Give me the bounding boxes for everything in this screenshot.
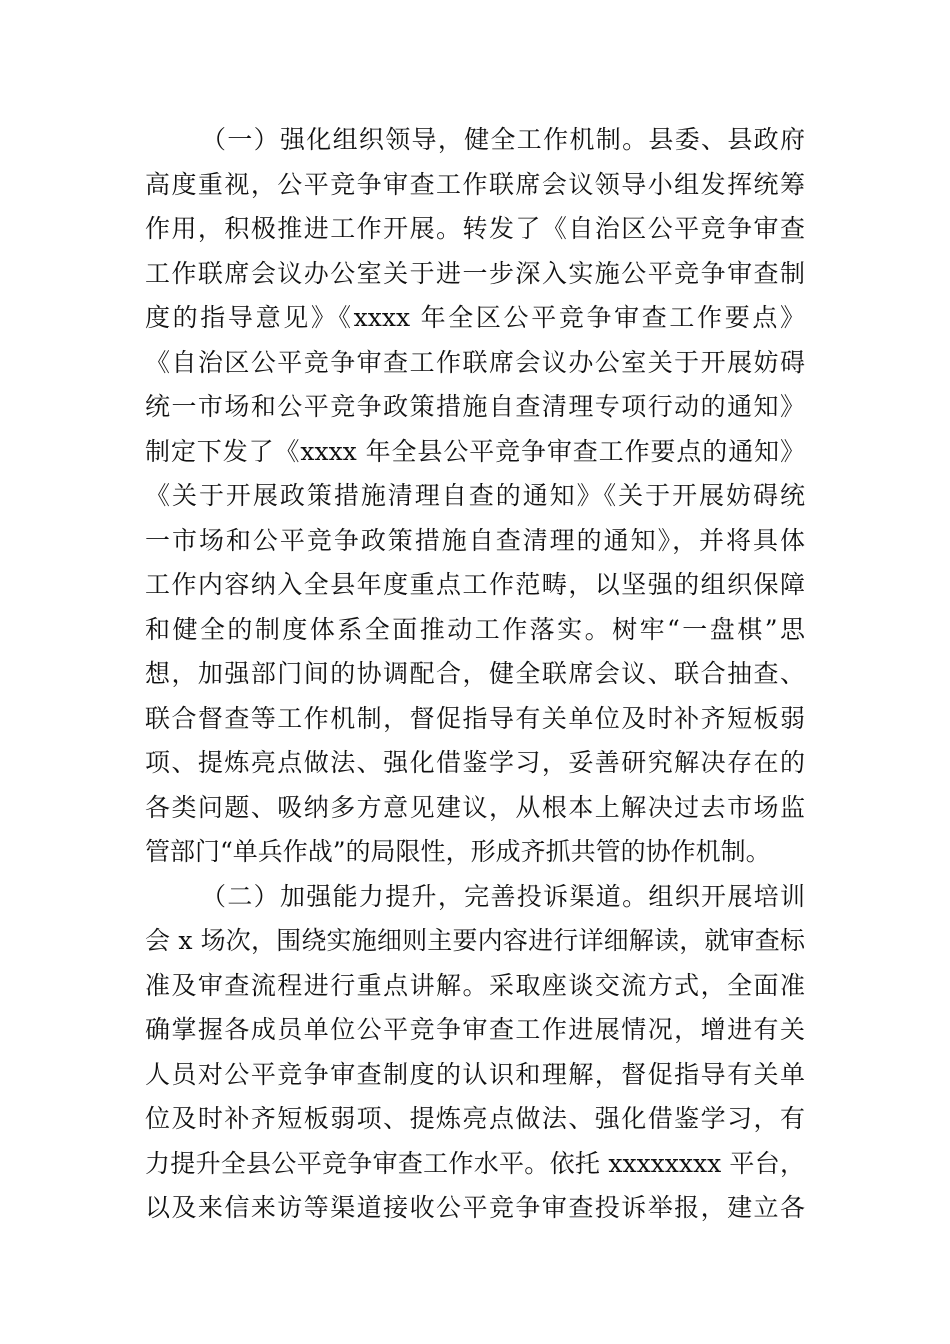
text-line: 会 x 场次，围绕实施细则主要内容进行详细解读，就审查标 <box>145 926 805 955</box>
text-line: 度的指导意见》《xxxx 年全区公平竞争审查工作要点》 <box>145 303 805 332</box>
text-line: 一市场和公平竞争政策措施自查清理的通知》，并将具体 <box>145 525 805 555</box>
paragraph-1 <box>145 118 805 875</box>
text-line: 确掌握各成员单位公平竞争审查工作进展情况，增进有关 <box>145 1015 805 1044</box>
text-line: 人员对公平竞争审查制度的认识和理解，督促指导有关单 <box>145 1059 805 1089</box>
document-body <box>145 118 805 1231</box>
text-line: 高度重视，公平竞争审查工作联席会议领导小组发挥统筹 <box>145 169 805 199</box>
text-line: 位及时补齐短板弱项、提炼亮点做法、强化借鉴学习，有 <box>145 1104 805 1133</box>
text-line: 力提升全县公平竞争审查工作水平。依托 xxxxxxxx 平台， <box>145 1148 805 1178</box>
text-line: 项、提炼亮点做法、强化借鉴学习，妥善研究解决存在的 <box>145 748 805 777</box>
text-line: 想，加强部门间的协调配合，健全联席会议、联合抽查、 <box>145 659 805 688</box>
text-line: 工作内容纳入全县年度重点工作范畴，以坚强的组织保障 <box>145 570 805 599</box>
text-line: 《自治区公平竞争审查工作联席会议办公室关于开展妨碍 <box>145 347 805 377</box>
text-line: 各类问题、吸纳多方意见建议，从根本上解决过去市场监 <box>145 792 805 822</box>
text-line: 以及来信来访等渠道接收公平竞争审查投诉举报，建立各 <box>145 1193 805 1222</box>
text-line: 作用，积极推进工作开展。转发了《自治区公平竞争审查 <box>145 214 805 243</box>
paragraph-2 <box>145 875 805 1231</box>
text-line: 管部门“单兵作战”的局限性，形成齐抓共管的协作机制。 <box>145 837 771 866</box>
text-line: 制定下发了《xxxx 年全县公平竞争审查工作要点的通知》 <box>145 436 805 466</box>
text-line: 准及审查流程进行重点讲解。采取座谈交流方式，全面准 <box>145 970 805 1000</box>
text-line: 统一市场和公平竞争政策措施自查清理专项行动的通知》 <box>145 392 805 421</box>
text-line: 和健全的制度体系全面推动工作落实。树牢“一盘棋”思 <box>145 614 805 644</box>
text-line: 工作联席会议办公室关于进一步深入实施公平竞争审查制 <box>145 258 805 288</box>
text-line: 联合督查等工作机制，督促指导有关单位及时补齐短板弱 <box>145 703 805 733</box>
text-line: （一）强化组织领导，健全工作机制。县委、县政府 <box>201 125 805 154</box>
text-line: 《关于开展政策措施清理自查的通知》《关于开展妨碍统 <box>145 481 805 510</box>
text-line: （二）加强能力提升，完善投诉渠道。组织开展培训 <box>201 881 805 911</box>
